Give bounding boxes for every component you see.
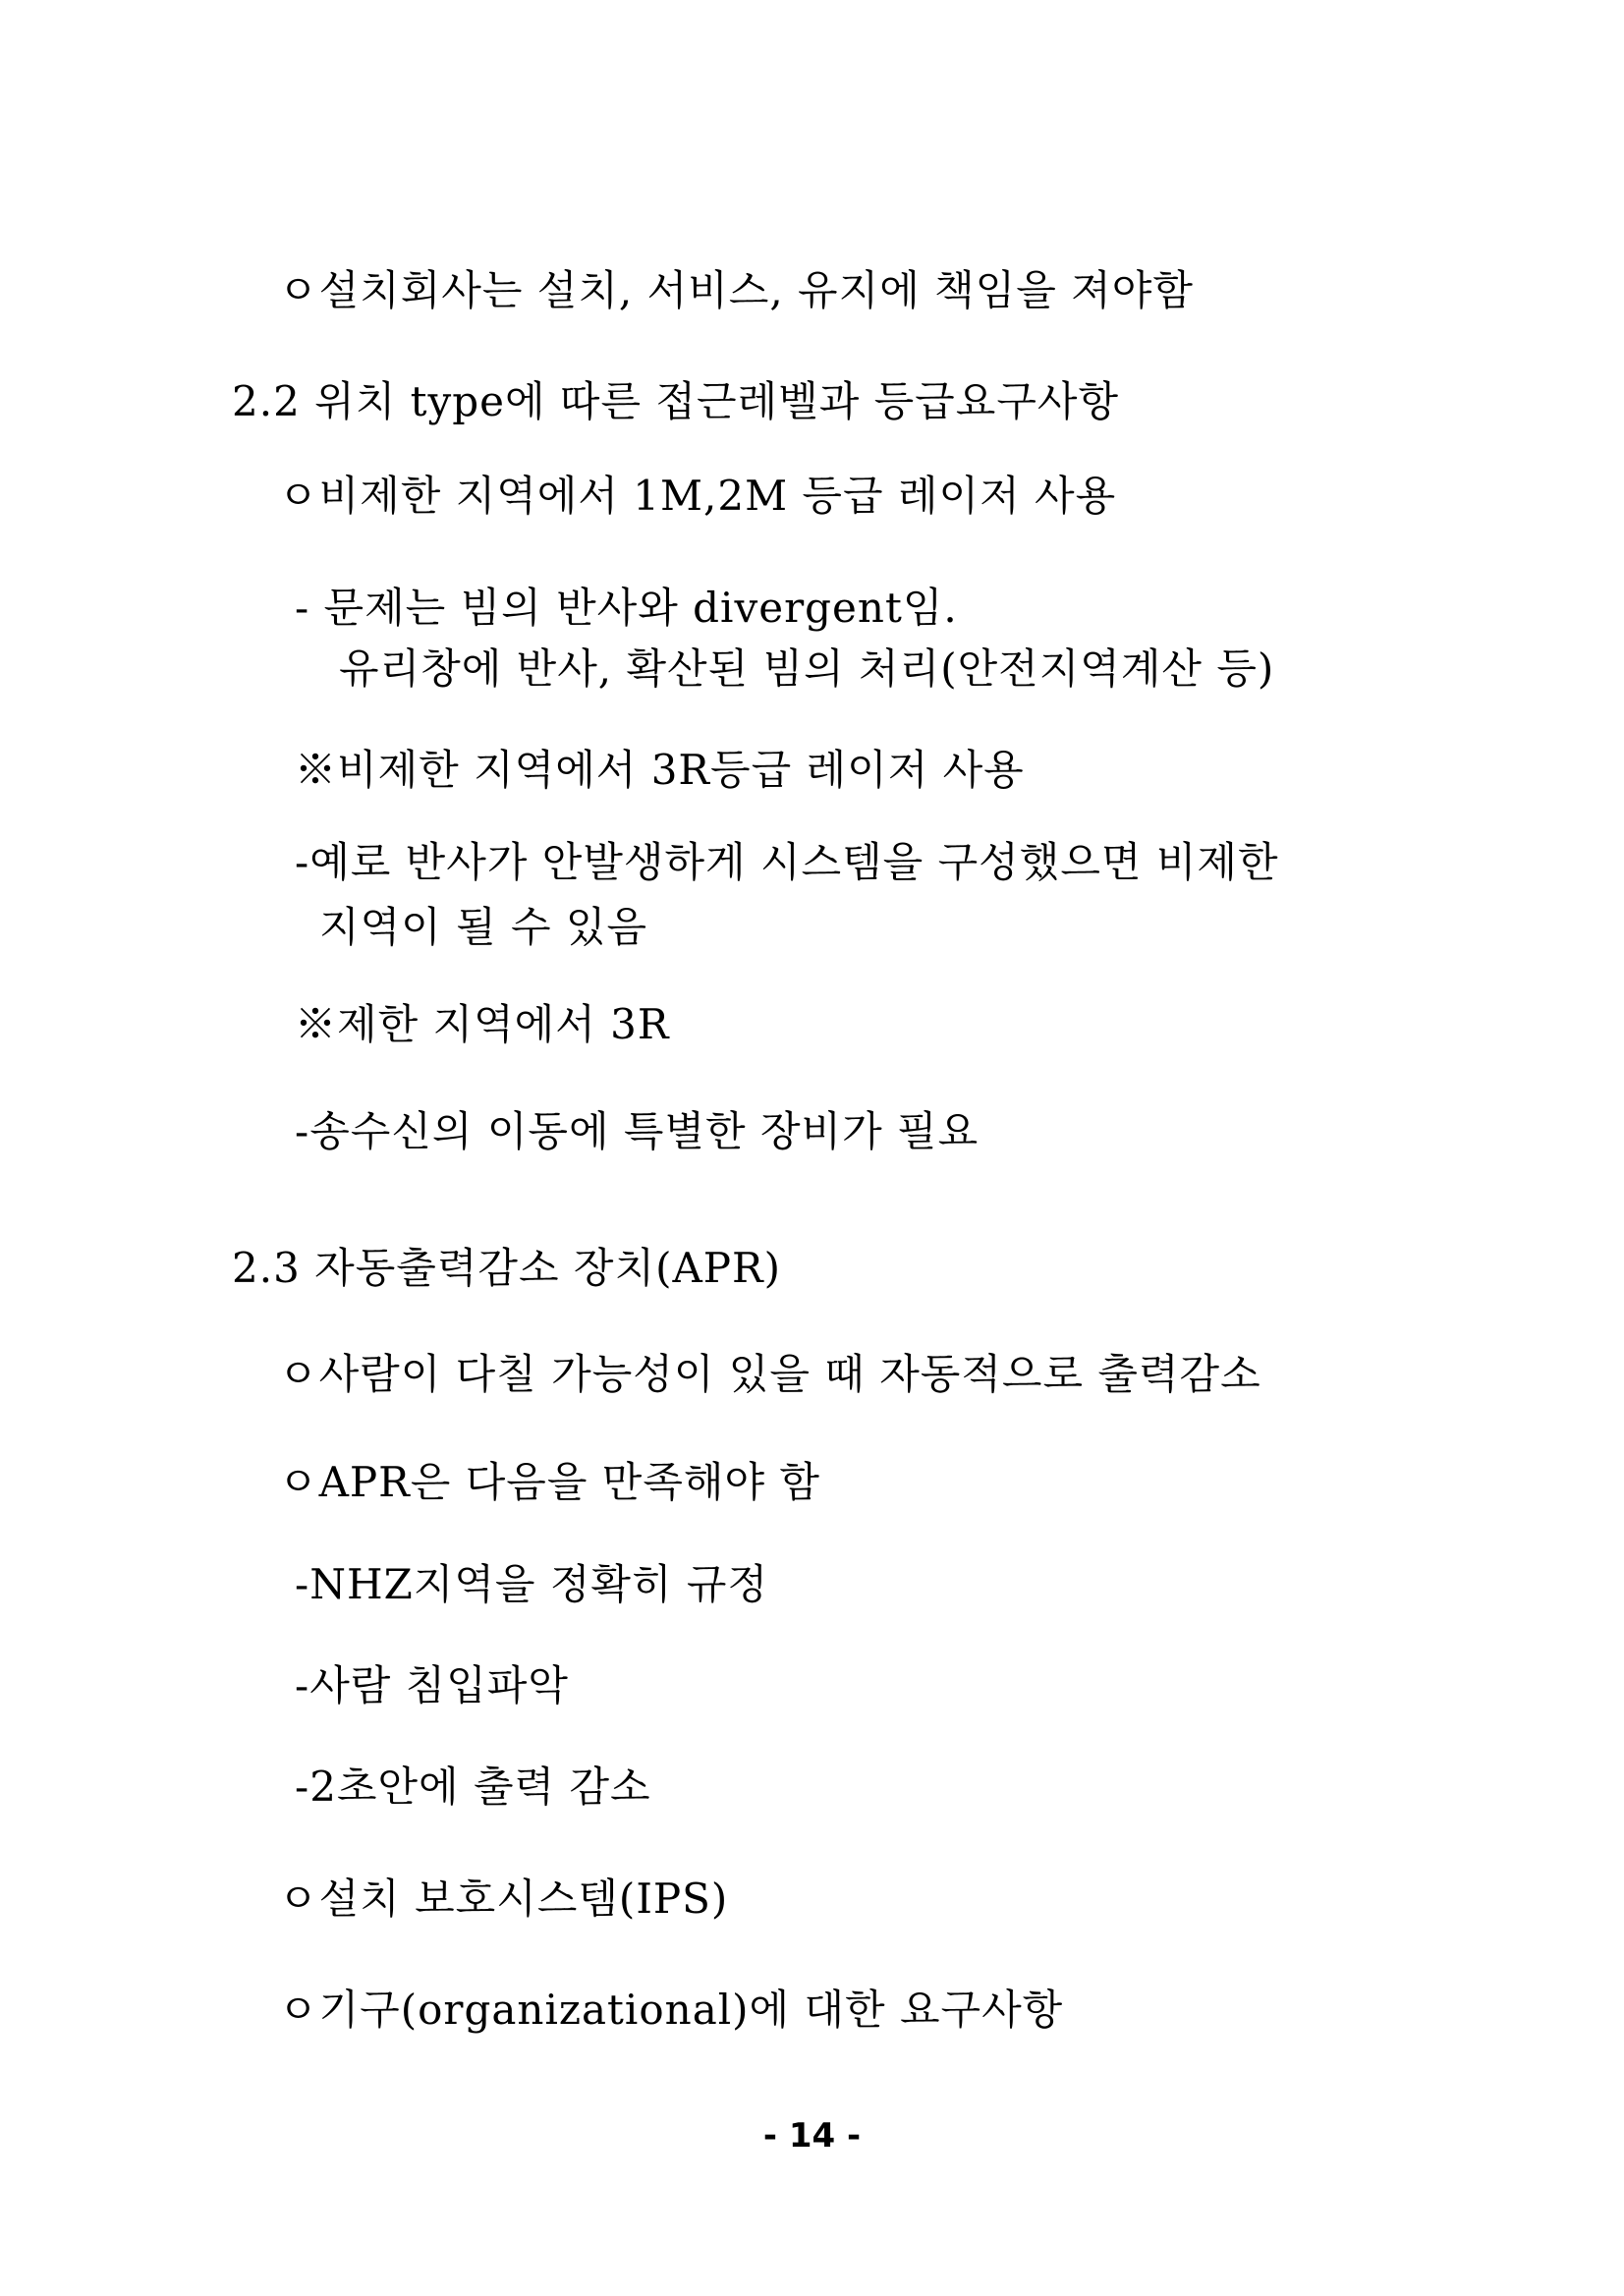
continuation-window-reflection: 유리창에 반사, 확산된 빔의 처리(안전지역계산 등)	[339, 644, 1275, 693]
section-heading-2-3: 2.3 자동출력감소 장치(APR)	[232, 1244, 782, 1292]
dash-reflection-divergent: - 문제는 빔의 반사와 divergent임.	[295, 584, 958, 632]
dash-special-equipment: -송수신의 이동에 특별한 장비가 필요	[295, 1107, 980, 1155]
bullet-unrestricted-1m-2m: ㅇ비제한 지역에서 1M,2M 등급 레이저 사용	[278, 472, 1117, 520]
note-restricted-3r: ※제한 지역에서 3R	[295, 1000, 670, 1048]
bullet-organizational-requirements: ㅇ기구(organizational)에 대한 요구사항	[278, 1986, 1064, 2034]
section-heading-2-2: 2.2 위치 type에 따른 접근레벨과 등급요구사항	[232, 377, 1120, 425]
bullet-auto-power-reduction: ㅇ사람이 다칠 가능성이 있을 때 자동적으로 출력감소	[278, 1350, 1261, 1398]
note-unrestricted-3r: ※비제한 지역에서 3R등급 레이저 사용	[295, 746, 1025, 794]
bullet-installer-responsibility: ㅇ설치회사는 설치, 서비스, 유지에 책임을 져야함	[278, 266, 1194, 314]
dash-two-second-reduction: -2초안에 출력 감소	[295, 1763, 651, 1811]
page-number: - 14 -	[762, 2116, 862, 2156]
dash-nhz-definition: -NHZ지역을 정확히 규정	[295, 1560, 769, 1608]
continuation-can-be-unrestricted: 지역이 될 수 있음	[319, 903, 648, 951]
bullet-ips: ㅇ설치 보호시스템(IPS)	[278, 1875, 729, 1923]
dash-intrusion-detection: -사람 침입파악	[295, 1661, 569, 1709]
dash-system-no-reflection: -예로 반사가 안발생하게 시스템을 구성했으면 비제한	[295, 838, 1279, 886]
bullet-apr-requirements: ㅇAPR은 다음을 만족해야 함	[278, 1458, 820, 1506]
